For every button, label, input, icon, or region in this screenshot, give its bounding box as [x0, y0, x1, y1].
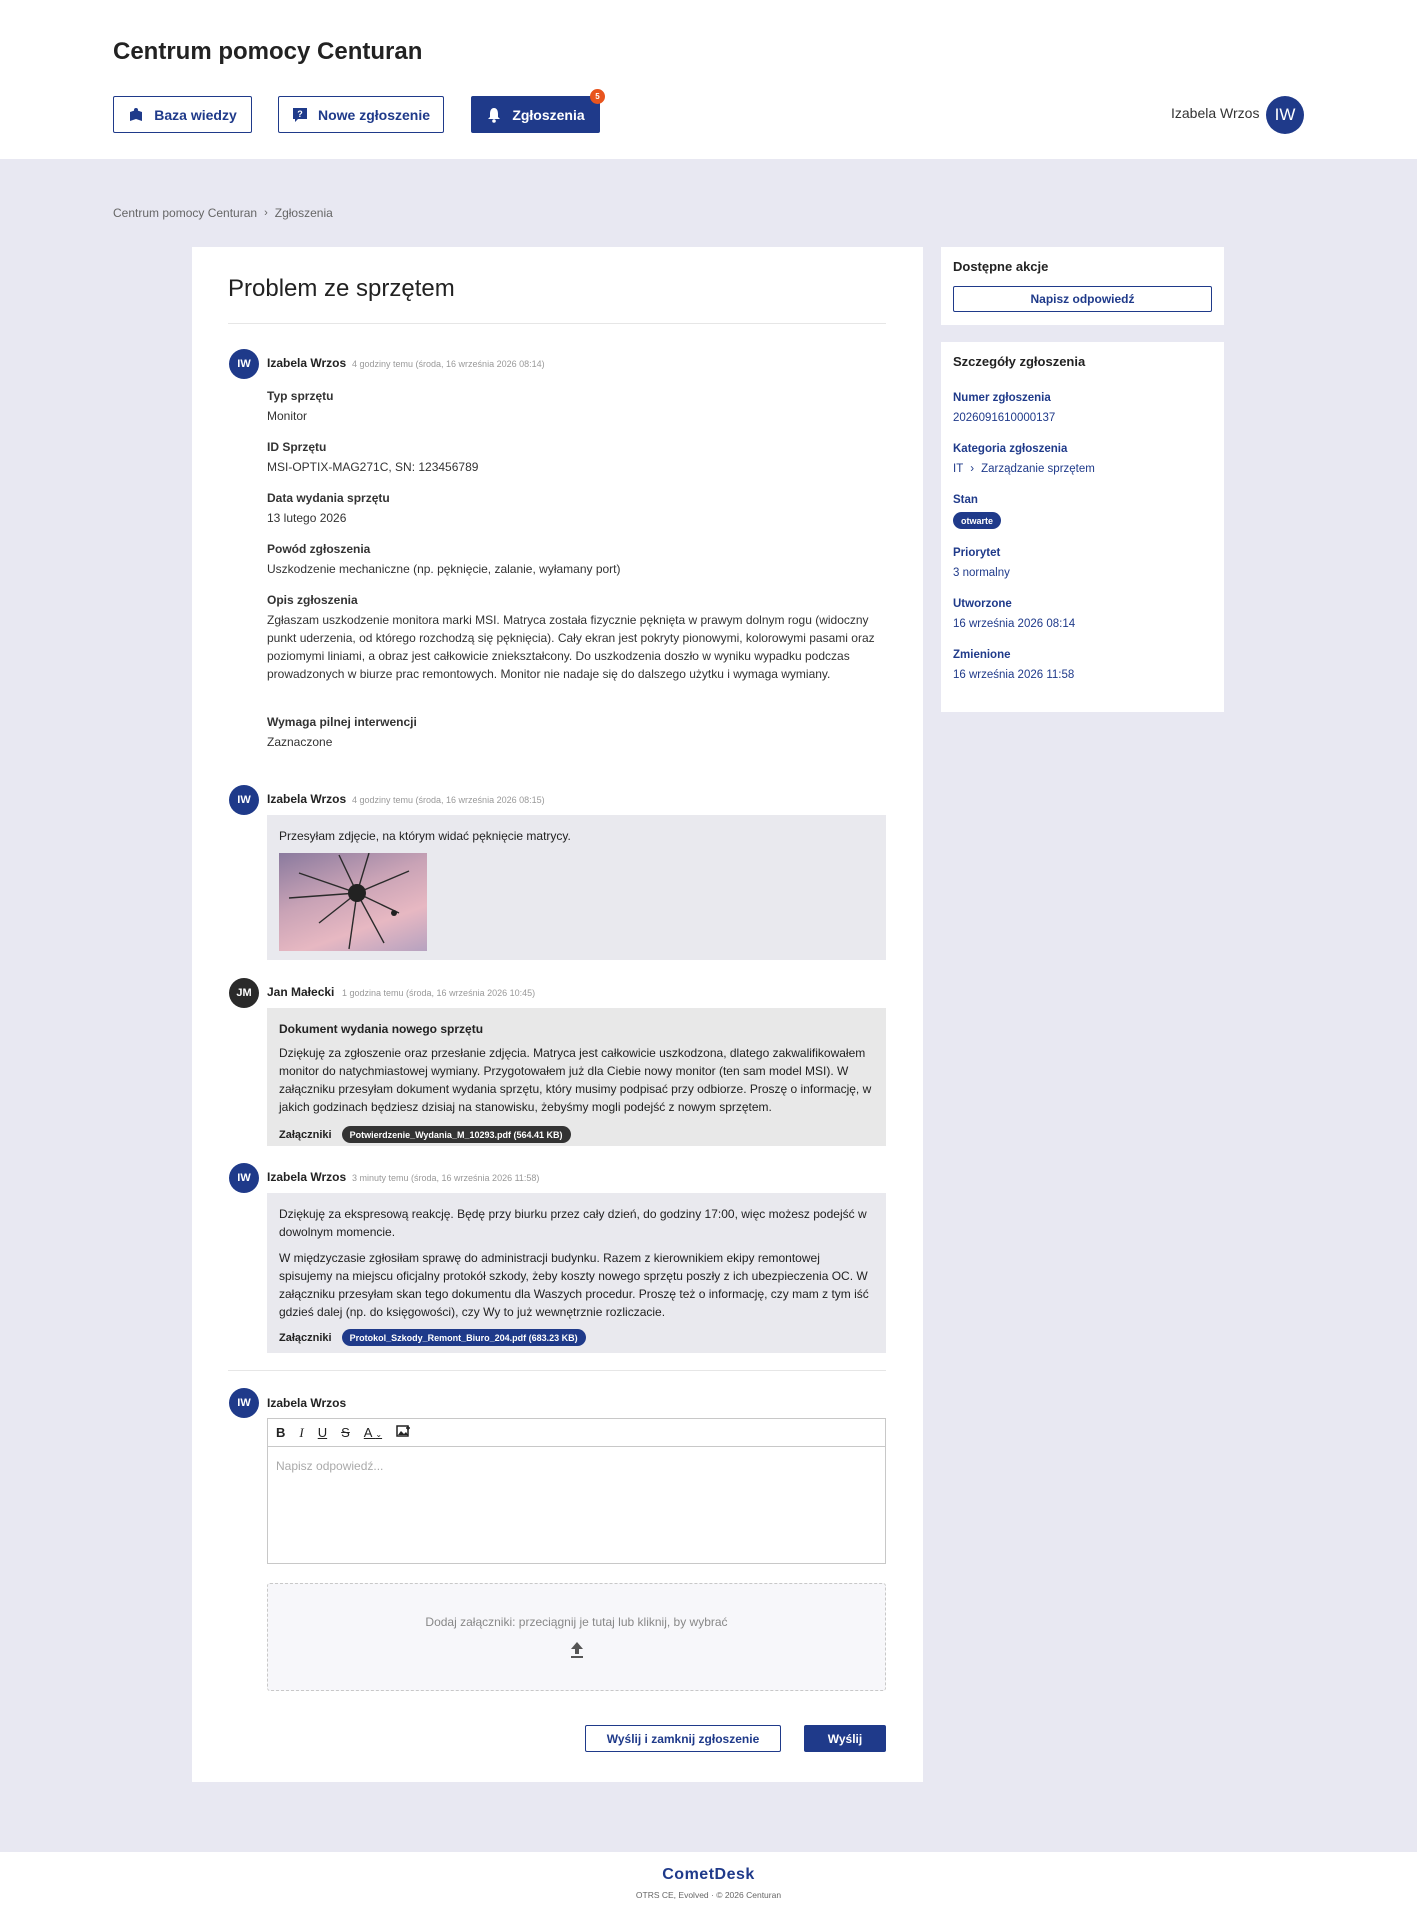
attachment-link[interactable]: Potwierdzenie_Wydania_M_10293.pdf (564.41 KB) [342, 1126, 571, 1143]
attachments-row [279, 1329, 874, 1346]
actions-card [941, 247, 1224, 325]
send-and-close-button[interactable]: Wyślij i zamknij zgłoszenie [585, 1725, 781, 1752]
message-time: 4 godziny temu (środa, 16 września 2026 08:14) [352, 359, 545, 369]
changed-value: 16 września 2026 11:58 [953, 669, 1075, 681]
field-value: 13 lutego 2026 [267, 511, 347, 525]
book-icon [128, 107, 144, 123]
avatar: JM [229, 978, 259, 1008]
details-card [941, 342, 1224, 712]
attachments-label: Załączniki [279, 1128, 332, 1141]
reply-textarea[interactable]: Napisz odpowiedź... [276, 1459, 384, 1473]
priority-value: 3 normalny [953, 567, 1010, 579]
field-label: Typ sprzętu [267, 389, 334, 403]
message-subject: Dokument wydania nowego sprzętu [279, 1022, 484, 1036]
created-label: Utworzone [953, 598, 1012, 610]
category-child: Zarządzanie sprzętem [981, 463, 1095, 475]
ticket-number: 2026091610000137 [953, 412, 1056, 424]
ticket-title: Problem ze sprzętem [228, 275, 455, 302]
tickets-count-badge: 5 [590, 89, 605, 104]
attachment-link[interactable]: Protokol_Szkody_Remont_Biuro_204.pdf (683.23 KB) [342, 1329, 586, 1346]
category-value [953, 463, 1095, 475]
attached-photo[interactable] [279, 853, 427, 951]
editor-toolbar [268, 1419, 885, 1447]
status-badge: otwarte [953, 512, 1001, 529]
bold-icon[interactable]: B [276, 1425, 286, 1440]
message-text: W międzyczasie zgłosiłam sprawę do administracji budynku. Razem z kierownikiem ekipy remontowej spisujemy na miejscu oficjalny protokół szkody, żeby koszty nowego sprzętu poszły z ich ubezpieczenia OC. W załączniku przesyłam skan tego dokumentu dla Waszych procedur. Proszę też o informację, czy mam z tym iść gdzieś dalej (np. do księgowości), czy Wy to już wewnętrznie rozliczacie. [279, 1251, 869, 1319]
breadcrumb-home[interactable]: Centrum pomocy Centuran [113, 206, 258, 220]
message-text: Dziękuję za zgłoszenie oraz przesłanie zdjęcia. Matryca jest całkowicie uszkodzona, dlatego zakwalifikowałem monitor do natychmiastowej wymiany. Przygotowałem już dla Ciebie nowy monitor (ten sam model MSI). W załączniku przesyłam dokument wydania sprzętu, który musimy podpisać przy odbiorze. Proszę o informację, w jakich godzinach będziesz dzisiaj na stanowisku, żebyśmy mogli podejść z nowym sprzętem. [279, 1046, 872, 1114]
top-header [0, 0, 1417, 159]
field-value: Uszkodzenie mechaniczne (np. pęknięcie, zalanie, wyłamany port) [267, 562, 621, 576]
upload-icon [569, 1641, 585, 1659]
message-time: 3 minuty temu (środa, 16 września 2026 11:58) [352, 1173, 540, 1183]
message-body [267, 1008, 886, 1146]
attachments-row [279, 1126, 874, 1143]
text-color-icon[interactable]: A ⌄ [363, 1425, 383, 1440]
avatar: IW [229, 1388, 259, 1418]
footer-text: OTRS CE, Evolved · © 2026 Centuran [635, 1890, 782, 1900]
breadcrumb [113, 206, 333, 220]
new-ticket-button[interactable] [278, 96, 444, 133]
send-button[interactable]: Wyślij [804, 1725, 886, 1752]
cracked-screen-image [279, 853, 427, 951]
category-label: Kategoria zgłoszenia [953, 443, 1068, 455]
details-title: Szczegóły zgłoszenia [953, 354, 1086, 369]
footer-logo: CometDesk [662, 1866, 755, 1883]
underline-icon[interactable]: U [317, 1425, 328, 1440]
dropzone-text: Dodaj załączniki: przeciągnij je tutaj lub kliknij, by wybrać [425, 1615, 728, 1629]
message-text: Przesyłam zdjęcie, na którym widać pęknięcie matrycy. [279, 829, 571, 843]
actions-title: Dostępne akcje [953, 259, 1049, 274]
state-label: Stan [953, 494, 978, 506]
field-label: Opis zgłoszenia [267, 593, 358, 607]
chevron-right-icon: › [970, 463, 975, 475]
changed-label: Zmienione [953, 649, 1011, 661]
message-body [267, 815, 886, 960]
field-label: Powód zgłoszenia [267, 542, 371, 556]
avatar: IW [229, 785, 259, 815]
attachment-dropzone[interactable] [267, 1583, 886, 1691]
italic-icon[interactable]: I [299, 1424, 304, 1440]
tickets-button[interactable] [471, 92, 600, 133]
priority-label: Priorytet [953, 547, 1001, 559]
message-body [267, 1193, 886, 1353]
field-label: Wymaga pilnej interwencji [267, 715, 417, 729]
strikethrough-icon[interactable]: S [341, 1425, 350, 1440]
avatar: IW [229, 349, 259, 379]
field-value: MSI-OPTIX-MAG271C, SN: 123456789 [267, 460, 479, 474]
user-avatar[interactable]: IW [1266, 96, 1304, 134]
field-value: Zaznaczone [267, 735, 333, 749]
message-author: Jan Małecki [267, 985, 335, 999]
avatar: IW [229, 1163, 259, 1193]
ticket-number-label: Numer zgłoszenia [953, 392, 1051, 404]
created-value: 16 września 2026 08:14 [953, 618, 1076, 630]
insert-image-icon[interactable] [396, 1425, 411, 1441]
message-time: 1 godzina temu (środa, 16 września 2026 10:45) [342, 988, 536, 998]
field-label: Data wydania sprzętu [267, 491, 390, 505]
svg-text:?: ? [297, 108, 303, 119]
site-title: Centrum pomocy Centuran [113, 38, 423, 65]
reply-author: Izabela Wrzos [267, 1396, 347, 1410]
bell-icon [486, 107, 502, 123]
divider [228, 323, 886, 324]
message-time: 4 godziny temu (środa, 16 września 2026 08:15) [352, 795, 545, 805]
write-reply-button[interactable]: Napisz odpowiedź [953, 286, 1212, 312]
message-author: Izabela Wrzos [267, 1170, 347, 1184]
tickets-label: Zgłoszenia [512, 106, 585, 123]
new-ticket-label: Nowe zgłoszenie [317, 106, 431, 123]
field-value: Monitor [267, 409, 308, 423]
field-label: ID Sprzętu [267, 440, 327, 454]
chevron-right-icon: › [264, 207, 268, 219]
category-parent: IT [953, 463, 964, 475]
question-icon [292, 107, 308, 123]
knowledge-base-button[interactable] [113, 96, 252, 133]
message-author: Izabela Wrzos [267, 792, 347, 806]
divider [228, 1370, 886, 1371]
message-text: Dziękuję za ekspresową reakcję. Będę przy biurku przez cały dzień, do godziny 17:00, więc możesz podejść w dowolnym momencie. [279, 1207, 867, 1239]
message-author: Izabela Wrzos [267, 356, 347, 370]
knowledge-base-label: Baza wiedzy [154, 106, 237, 123]
user-name: Izabela Wrzos [1171, 105, 1260, 121]
breadcrumb-current[interactable]: Zgłoszenia [274, 206, 333, 220]
attachments-label: Załączniki [279, 1331, 332, 1344]
field-value: Zgłaszam uszkodzenie monitora marki MSI. Matryca została fizycznie pęknięta w prawym dolnym rogu (widoczny punkt uderzenia, od którego rozchodzą się pęknięcia). Cały ekran jest pokryty pionowymi, kolorowymi pasami oraz poziomymi liniami, a obraz jest całkowicie zniekształcony. Do uszkodzenia doszło w wyniku wypadku podczas prowadzonych w biurze prac remontowych. Monitor nie nadaje się do dalszego użytku i wymaga wymiany. [267, 613, 875, 681]
reply-editor [267, 1418, 886, 1564]
footer [0, 1852, 1417, 1920]
